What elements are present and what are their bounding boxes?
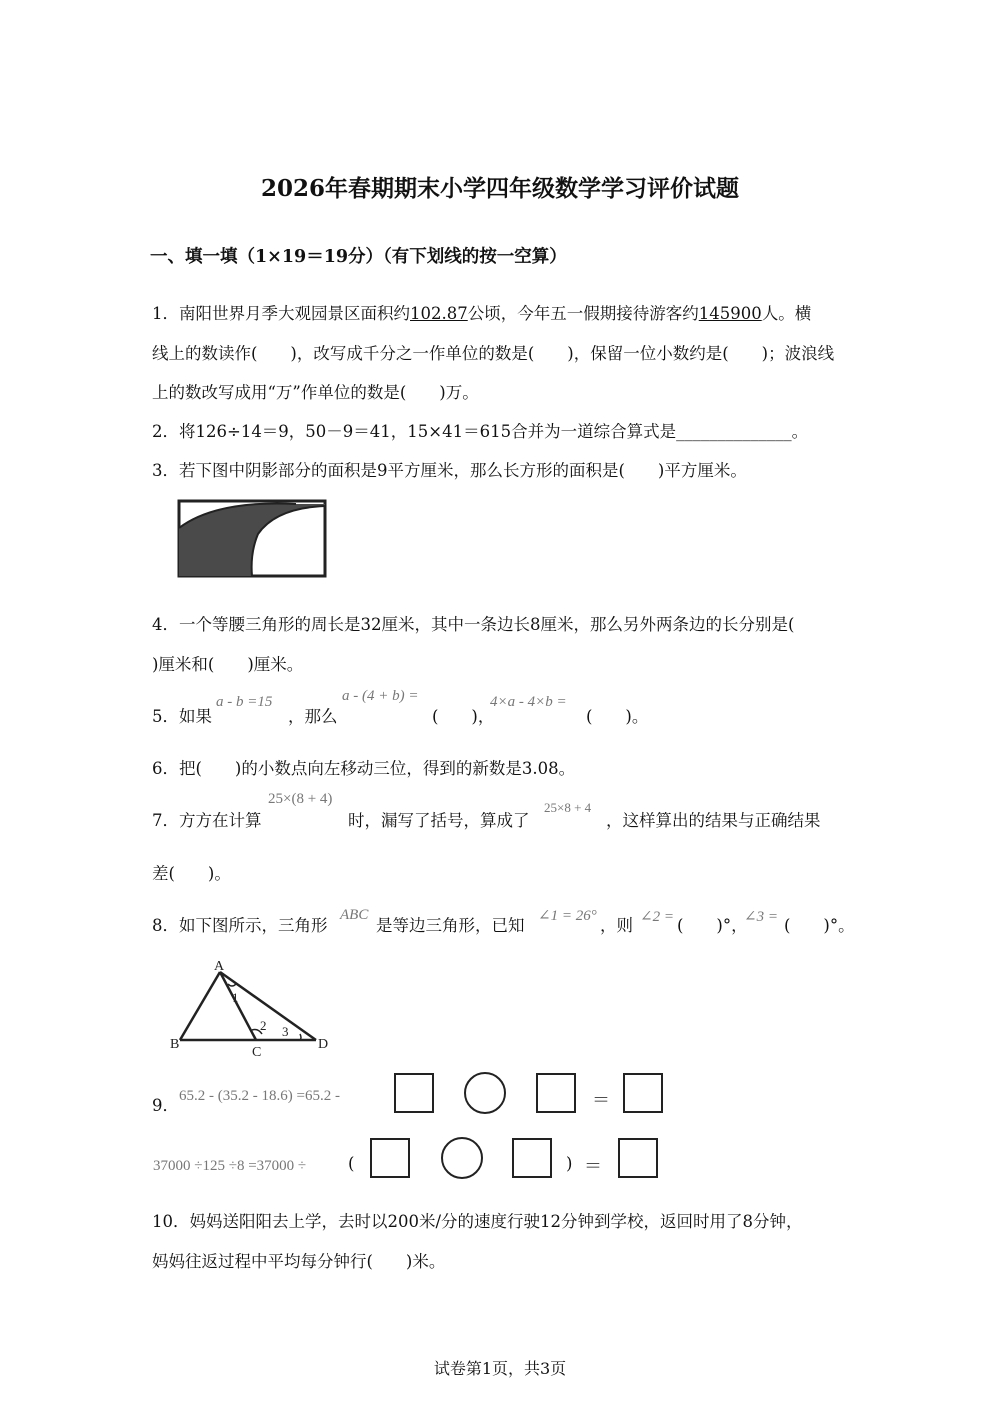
question-5-text-d: ( )。 bbox=[586, 707, 649, 726]
question-7-text-a: 7．方方在计算 bbox=[152, 811, 262, 830]
q8-triangle-abc: ABC bbox=[340, 907, 369, 923]
question-7-line-2: 差( )。 bbox=[152, 864, 231, 883]
question-7-text-b: 时，漏写了括号，算成了 bbox=[348, 811, 530, 830]
equals-sign: ＝ bbox=[592, 1090, 610, 1111]
q1-area-value: 102.87 bbox=[410, 304, 468, 323]
question-1-line-3: 上的数改写成用“万”作单位的数是( )万。 bbox=[152, 383, 479, 402]
q1-text-b: 公顷，今年五一假期接待游客约 bbox=[467, 304, 699, 323]
question-8-text-a: 8．如下图所示，三角形 bbox=[152, 916, 328, 935]
q5-expression-1: a - b =15 bbox=[216, 694, 273, 710]
label-B: B bbox=[170, 1037, 180, 1052]
q1-text-a: 1．南阳世界月季大观园景区面积约 bbox=[152, 304, 410, 323]
page-title: 2026年春期期末小学四年级数学学习评价试题 bbox=[260, 175, 739, 202]
q5-expression-3: 4×a - 4×b = bbox=[490, 694, 567, 710]
q7-expression-2: 25×8 + 4 bbox=[544, 800, 592, 815]
q7-expression-1: 25×(8 + 4) bbox=[268, 791, 333, 807]
q1-text-c: 人。横 bbox=[761, 304, 812, 323]
label-A: A bbox=[214, 959, 225, 974]
right-parenthesis: ) bbox=[566, 1154, 573, 1173]
left-parenthesis: ( bbox=[348, 1154, 355, 1173]
question-8-text-c: ，则 bbox=[600, 916, 633, 935]
q9-expression-2: 37000 ÷125 ÷8 =37000 ÷ bbox=[153, 1158, 307, 1174]
question-5-text-a: 5．如果 bbox=[152, 707, 212, 726]
q8-angle-3: ∠3 = bbox=[744, 909, 778, 925]
answer-box[interactable] bbox=[623, 1073, 663, 1113]
operator-circle[interactable] bbox=[464, 1072, 506, 1114]
question-8-text-d: ( )°， bbox=[677, 916, 748, 935]
question-5-text-c: ( )， bbox=[432, 707, 495, 726]
label-angle-1: 1 bbox=[232, 990, 239, 1005]
rectangle-shaded-figure bbox=[176, 498, 328, 580]
question-2: 2．将126÷14＝9，50－9＝41，15×41＝615合并为一道综合算式是______________。 bbox=[152, 422, 809, 441]
question-3: 3．若下图中阴影部分的面积是9平方厘米，那么长方形的面积是( )平方厘米。 bbox=[152, 461, 747, 480]
triangle-diagram bbox=[168, 958, 338, 1060]
q8-angle-1: ∠1 = 26° bbox=[538, 908, 597, 924]
equals-sign: ＝ bbox=[584, 1156, 602, 1177]
question-10-line-2: 妈妈往返过程中平均每分钟行( )米。 bbox=[152, 1252, 446, 1271]
question-8-text-e: ( )°。 bbox=[784, 916, 855, 935]
label-angle-3: 3 bbox=[282, 1024, 289, 1039]
question-7-text-c: ，这样算出的结果与正确结果 bbox=[606, 811, 821, 830]
answer-box[interactable] bbox=[536, 1073, 576, 1113]
question-8-text-b: 是等边三角形，已知 bbox=[376, 916, 525, 935]
operator-circle[interactable] bbox=[441, 1137, 483, 1179]
q9-expression-1: 65.2 - (35.2 - 18.6) =65.2 - bbox=[179, 1088, 340, 1104]
label-D: D bbox=[318, 1037, 329, 1052]
answer-box[interactable] bbox=[512, 1138, 552, 1178]
question-1-line-2: 线上的数读作( )，改写成千分之一作单位的数是( )，保留一位小数约是( )；波浪线 bbox=[152, 344, 835, 363]
question-6: 6．把( )的小数点向左移动三位，得到的新数是3.08。 bbox=[152, 759, 576, 778]
question-1-line-1 bbox=[152, 300, 811, 324]
question-9-number: 9． bbox=[152, 1096, 179, 1115]
question-4-line-1: 4．一个等腰三角形的周长是32厘米，其中一条边长8厘米，那么另外两条边的长分别是( bbox=[152, 615, 795, 634]
answer-box[interactable] bbox=[394, 1073, 434, 1113]
q8-angle-2: ∠2 = bbox=[640, 909, 674, 925]
label-angle-2: 2 bbox=[260, 1018, 267, 1033]
section-heading: 一、填一填（1×19＝19分）（有下划线的按一空算） bbox=[150, 247, 567, 267]
question-5-text-b: ，那么 bbox=[288, 707, 338, 726]
label-C: C bbox=[252, 1045, 262, 1060]
page-footer: 试卷第1页，共3页 bbox=[433, 1359, 567, 1378]
question-4-line-2: )厘米和( )厘米。 bbox=[152, 655, 304, 674]
answer-box[interactable] bbox=[370, 1138, 410, 1178]
q1-visitors-value: 145900 bbox=[698, 304, 762, 323]
q5-expression-2: a - (4 + b) = bbox=[342, 688, 419, 704]
question-10-line-1: 10．妈妈送阳阳去上学，去时以200米/分的速度行驶12分钟到学校，返回时用了8分钟， bbox=[152, 1212, 803, 1231]
answer-box[interactable] bbox=[618, 1138, 658, 1178]
